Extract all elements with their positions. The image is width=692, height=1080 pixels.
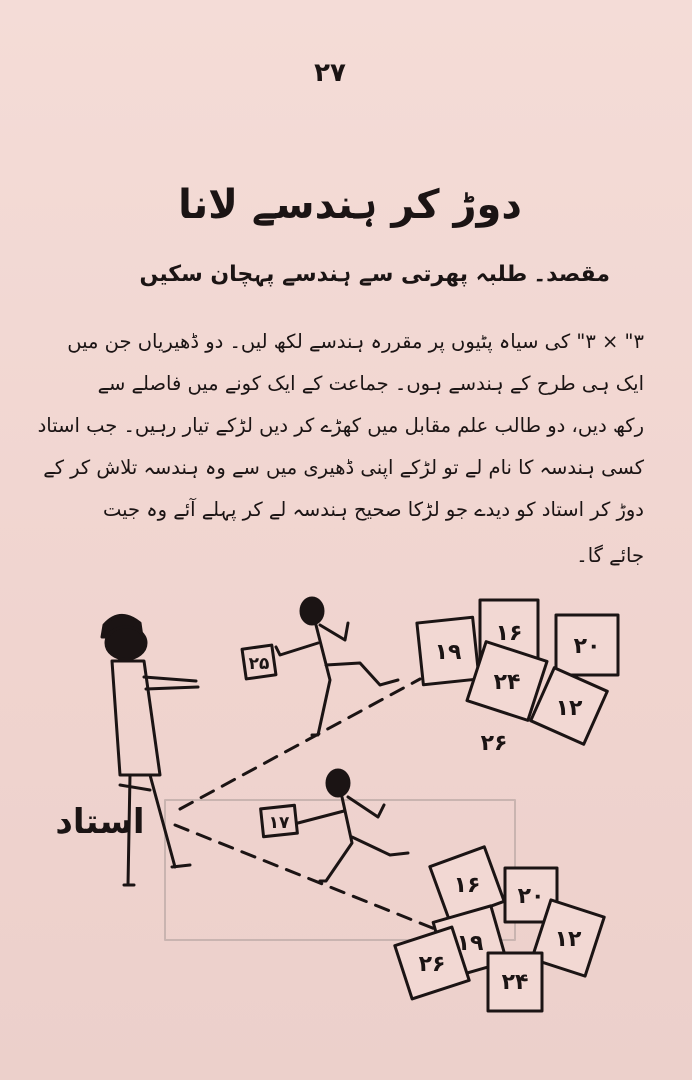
bottom-pile-card-3: ۱۹ — [456, 931, 484, 956]
teacher-figure — [102, 615, 198, 885]
bottom-runner — [298, 770, 408, 881]
top-path-dashed — [180, 679, 420, 809]
teacher-label: استاد — [55, 802, 145, 842]
bottom-path-dashed — [175, 825, 445, 933]
relay-illustration — [0, 585, 692, 1065]
top-runner — [276, 598, 398, 735]
bottom-pile-card-6: ۲۶ — [418, 952, 446, 977]
top-pile-card-5: ۱۲ — [555, 696, 583, 721]
top-pile-card-4: ۲۴ — [493, 670, 521, 695]
bottom-pile-card-4: ۱۲ — [554, 927, 582, 952]
bottom-pile-card-5: ۲۴ — [501, 970, 529, 995]
bottom-pile-card-2: ۲۰ — [517, 884, 545, 909]
page-title: دوڑ کر ہندسے لانا — [178, 182, 522, 228]
body-line-1: ۳" × ۳" کی سیاہ پٹیوں پر مقررہ ہندسے لکھ لیں۔ دو ڈھیریاں جن میں — [67, 330, 644, 353]
body-line-3: رکھ دیں، دو طالب علم مقابل میں کھڑے کر دیں لڑکے تیار رہیں۔ جب استاد — [37, 414, 644, 437]
page-number: ۲۷ — [314, 58, 346, 88]
body-line-4: کسی ہندسہ کا نام لے تو لڑکے اپنی ڈھیری میں سے وہ ہندسہ تلاش کر کے — [43, 456, 644, 479]
top-pile-card-2: ۱۶ — [495, 621, 523, 646]
body-line-6: جائے گا۔ — [576, 544, 644, 567]
top-pile-card-1: ۱۹ — [434, 640, 462, 665]
objective-label: مقصد۔ — [533, 262, 610, 287]
top-runner-card-number: ۲۵ — [248, 654, 270, 674]
top-pile-card-3: ۲۰ — [573, 634, 601, 659]
bottom-pile-card-1: ۱۶ — [453, 873, 481, 898]
objective-line — [50, 262, 610, 287]
bottom-runner-card-number: ۱۷ — [268, 813, 290, 833]
body-line-2: ایک ہی طرح کے ہندسے ہوں۔ جماعت کے ایک کونے میں فاصلے سے — [97, 372, 644, 395]
top-pile-card-6: ۲۶ — [480, 731, 508, 756]
body-line-5: دوڑ کر استاد کو دیدے جو لڑکا صحیح ہندسہ لے کر پہلے آئے وہ جیت — [102, 498, 644, 521]
objective-text: طلبہ پھرتی سے ہندسے پہچان سکیں — [139, 262, 528, 287]
